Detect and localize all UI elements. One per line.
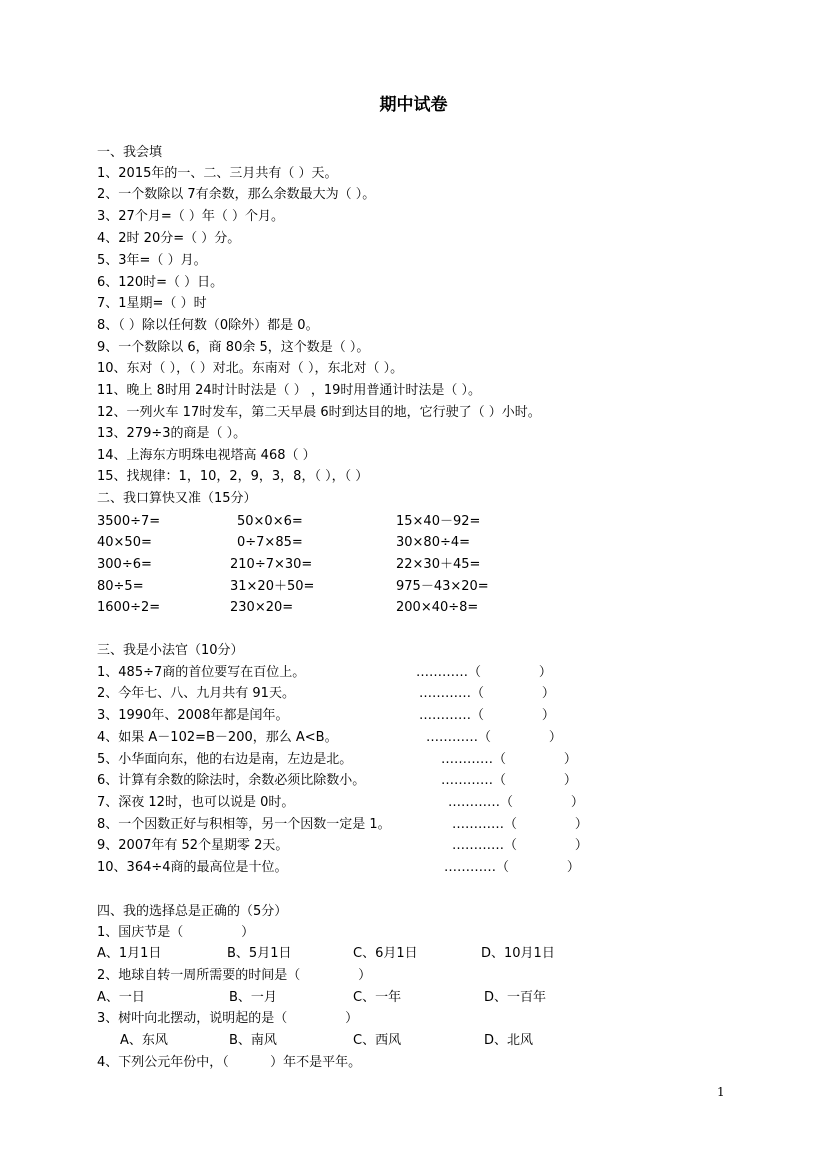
judge-answer-blank: …………（ ） [452,817,588,832]
calc-cell: 0÷7×85= [237,535,303,550]
fill-item: 2、一个数除以 7有余数，那么余数最大为（ ）。 [97,187,376,202]
section-heading-4: 四、我的选择总是正确的（5分） [97,904,288,919]
choice-option: C、6月1日 [353,946,418,961]
fill-item: 11、晚上 8时用 24时计时法是（ ） ，19时用普通计时法是（ ）。 [97,383,482,398]
judge-item: 9、2007年有 52个星期零 2天。 [97,838,289,853]
choice-option: A、1月1日 [97,946,162,961]
choice-option: D、北风 [484,1033,534,1048]
calc-cell: 22×30＋45= [396,557,481,572]
judge-item: 3、1990年、2008年都是闰年。 [97,708,289,723]
choice-option: D、一百年 [484,990,547,1005]
choice-option: C、一年 [353,990,402,1005]
fill-item: 10、东对（ ），（ ）对北。东南对（ ），东北对（ ）。 [97,361,404,376]
choice-option: A、东风 [120,1033,168,1048]
page-title: 期中试卷 [379,95,448,115]
choice-option: B、5月1日 [227,946,292,961]
judge-answer-blank: …………（ ） [441,773,577,788]
calc-cell: 230×20= [230,600,294,615]
calc-cell: 50×0×6= [237,514,303,529]
judge-answer-blank: …………（ ） [426,730,562,745]
judge-answer-blank: …………（ ） [419,686,555,701]
choice-option: B、一月 [229,990,277,1005]
section-heading-2: 二、我口算快又准（15分） [97,491,257,506]
page-number: 1 [717,1085,725,1099]
judge-item: 2、今年七、八、九月共有 91天。 [97,686,295,701]
judge-answer-blank: …………（ ） [419,708,555,723]
calc-cell: 40×50= [97,535,152,550]
choice-question: 3、树叶向北摆动，说明起的是（ ） [97,1011,359,1026]
fill-item: 7、1星期=（ ）时 [97,296,207,311]
fill-item: 13、279÷3的商是（ ）。 [97,426,247,441]
fill-item: 3、27个月=（ ）年（ ）个月。 [97,209,284,224]
choice-question: 4、下列公元年份中，（ ）年不是平年。 [97,1055,362,1070]
judge-answer-blank: …………（ ） [416,665,552,680]
choice-option: B、南风 [229,1033,277,1048]
judge-item: 4、如果 A－102=B－200，那么 A<B。 [97,730,338,745]
fill-item: 9、一个数除以 6，商 80余 5，这个数是（ ）。 [97,340,370,355]
judge-item: 5、小华面向东，他的右边是南，左边是北。 [97,752,353,767]
calc-cell: 975－43×20= [396,579,489,594]
judge-item: 1、485÷7商的首位要写在百位上。 [97,665,306,680]
section-heading-3: 三、我是小法官（10分） [97,643,244,658]
judge-answer-blank: …………（ ） [441,752,577,767]
fill-item: 5、3年=（ ）月。 [97,253,207,268]
judge-answer-blank: …………（ ） [444,860,580,875]
fill-item: 14、上海东方明珠电视塔高 468（ ） [97,448,316,463]
calc-cell: 300÷6= [97,557,152,572]
fill-item: 1、2015年的一、二、三月共有（ ）天。 [97,166,338,181]
judge-answer-blank: …………（ ） [452,838,588,853]
calc-cell: 200×40÷8= [396,600,479,615]
calc-cell: 15×40－92= [396,514,481,529]
fill-item: 4、2时 20分=（ ）分。 [97,231,241,246]
fill-item: 15、找规律：1，10，2，9，3，8，（ ），（ ） [97,469,369,484]
calc-cell: 30×80÷4= [396,535,471,550]
calc-cell: 1600÷2= [97,600,161,615]
judge-item: 10、364÷4商的最高位是十位。 [97,860,288,875]
judge-answer-blank: …………（ ） [448,795,584,810]
choice-question: 1、国庆节是（ ） [97,925,255,940]
fill-item: 6、120时=（ ）日。 [97,275,224,290]
judge-item: 6、计算有余数的除法时，余数必须比除数小。 [97,773,366,788]
judge-item: 8、一个因数正好与积相等，另一个因数一定是 1。 [97,817,391,832]
choice-option: A、一日 [97,990,145,1005]
section-heading-1: 一、我会填 [97,145,163,160]
calc-cell: 80÷5= [97,579,144,594]
choice-option: C、西风 [353,1033,402,1048]
calc-cell: 31×20＋50= [230,579,315,594]
judge-item: 7、深夜 12时，也可以说是 0时。 [97,795,295,810]
choice-option: D、10月1日 [481,946,555,961]
calc-cell: 210÷7×30= [230,557,313,572]
choice-question: 2、地球自转一周所需要的时间是（ ） [97,968,372,983]
calc-cell: 3500÷7= [97,514,161,529]
fill-item: 12、一列火车 17时发车，第二天早晨 6时到达目的地，它行驶了（ ）小时。 [97,405,541,420]
fill-item: 8、（ ）除以任何数（0除外）都是 0。 [97,318,319,333]
